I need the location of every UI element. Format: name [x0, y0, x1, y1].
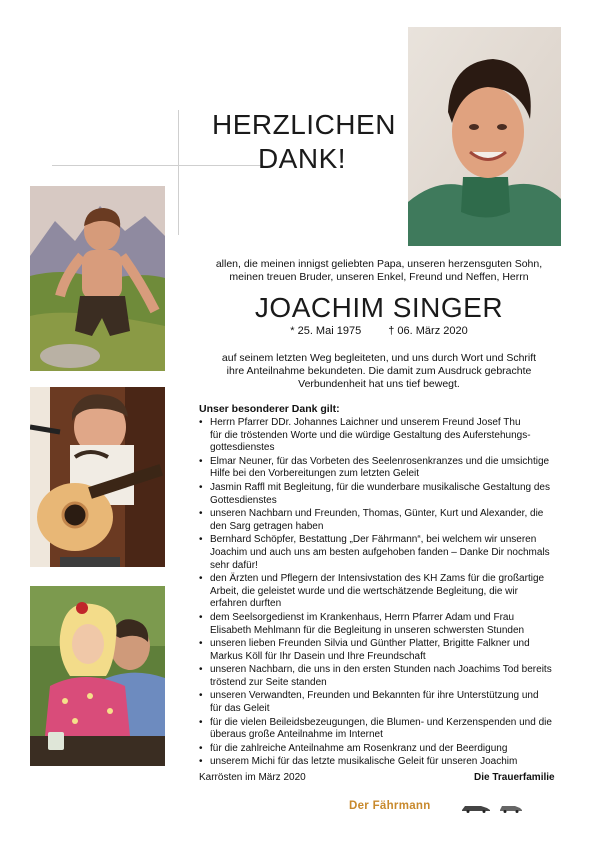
intro-line: meinen treuen Bruder, unseren Enkel, Freund und Neffen, Herrn [229, 271, 529, 283]
thanks-list-item [199, 743, 564, 756]
thanks-list-item-line: sehr dafür! [210, 559, 258, 571]
cross-vertical-line [178, 110, 179, 235]
thanks-list-item-line: • dem Seelsorgedienst im Krankenhaus, Herrn Pfarrer Adam und Frau [210, 611, 515, 623]
intro-line: allen, die meinen innigst geliebten Papa, unseren herzensguten Sohn, [215, 258, 543, 270]
thanks-list-item-line: • unseren lieben Freunden Silvia und Günther Platter, Brigitte Falkner und [210, 638, 530, 650]
couple-photo [30, 586, 165, 766]
title-line-1: HERZLICHEN [212, 109, 396, 140]
life-dates [194, 325, 564, 337]
deceased-name: JOACHIM SINGER [254, 292, 504, 323]
thanks-list-item [199, 664, 564, 689]
thanks-list-item-line: überaus große Anteilnahme im Internet [210, 729, 383, 741]
page-title [212, 108, 396, 176]
special-thanks-list [199, 417, 564, 770]
undertaker-logo [349, 800, 561, 820]
hearse-icon [499, 803, 523, 813]
thanks-list-item-line: • den Ärzten und Pflegern der Intensivstation des KH Zams für die großartige [210, 573, 545, 585]
thanks-list-item [199, 756, 564, 769]
thanks-list-item-line: Gottesdienstes [210, 494, 277, 506]
thanks-list-item-line: • unserem Michi für das letzte musikalische Geleit für unseren Joachim [210, 756, 518, 768]
intro-text [194, 258, 564, 284]
thanks-list-item-line: Hilfe bei den Vorbereitungen zum letzten Geleit [210, 468, 420, 480]
thanks-list-item-line: Joachim und auch uns am besten aufgehoben fanden – Danke Dir nochmals [210, 546, 550, 558]
thanks-list-item-line: • Herrn Pfarrer DDr. Johannes Laichner und unserem Freund Josef Thu [210, 417, 521, 428]
title-line-2: DANK! [257, 143, 347, 174]
place-and-date: Karrösten im März 2020 [199, 772, 306, 783]
birth-date: * 25. Mai 1975 [290, 325, 362, 337]
undertaker-name: Der Fährmann [349, 800, 431, 812]
thanks-list-item-line: für die tröstenden Worte und die würdige Gestaltung des Auferstehungs- [210, 429, 531, 441]
thanks-list-item-line: Elisabeth Mehlmann für die Begleitung in unseren schwersten Stunden [210, 624, 525, 636]
special-thanks-heading: Unser besonderer Dank gilt: [199, 403, 340, 415]
thanks-list-item [199, 534, 564, 572]
thanks-list-item-line: • Bernhard Schöpfer, Bestattung „Der Fährmann“, bei welchem wir unseren [210, 534, 537, 546]
hearse-icon [461, 803, 491, 813]
thanks-line: ihre Anteilnahme bekundeten. Die damit zum Ausdruck gebrachte [226, 365, 532, 377]
thanks-list-item-line: • unseren Verwandten, Freunden und Bekannten für ihre Unterstützung und [210, 690, 539, 702]
thanks-list-item [199, 638, 564, 663]
thanks-list-item-line: • unseren Nachbarn, die uns in den ersten Stunden nach Joachims Tod bereits [210, 664, 552, 676]
thanks-list-item [199, 456, 564, 481]
thanks-list-item-line: • Elmar Neuner, für das Vorbeten des Seelenrosenkranzes und die umsichtige [210, 455, 550, 467]
childhood-mountain-photo [30, 186, 165, 371]
thanks-list-item-line: für das Geleit [210, 703, 270, 715]
thanks-list-item-line: Arbeit, die geleistet wurde und die wertschätzende Begleitung, die wir [210, 585, 518, 597]
death-date: † 06. März 2020 [388, 325, 468, 337]
family-signature: Die Trauerfamilie [474, 772, 555, 783]
thanks-list-item [199, 690, 564, 715]
thanks-line: auf seinem letzten Weg begleiteten, und uns durch Wort und Schrift [221, 352, 537, 364]
thanks-list-item-line: • für die zahlreiche Anteilnahme am Rosenkranz und der Beerdigung [210, 742, 508, 754]
thanks-list-item [199, 508, 564, 533]
thanks-list-item-line: erfahren durften [210, 598, 282, 610]
thanks-list-item-line: gottesdienstes [210, 442, 275, 454]
portrait-photo [408, 27, 561, 246]
thanks-list-item [199, 417, 564, 455]
thanks-list-item-line: • unseren Nachbarn und Freunden, Thomas, Günter, Kurt und Alexander, die [210, 508, 544, 520]
thanks-list-item-line: den Sarg getragen haben [210, 520, 324, 532]
thanks-line: Verbundenheit hat uns tief bewegt. [298, 378, 460, 390]
thanks-list-item-line: tröstend zur Seite standen [210, 676, 327, 688]
thanks-list-item-line: • für die vielen Beileidsbezeugungen, die Blumen- und Kerzenspenden und die [210, 716, 552, 728]
thanks-list-item [199, 482, 564, 507]
thanks-text [194, 352, 564, 391]
childhood-guitar-photo [30, 387, 165, 567]
thanks-list-item [199, 573, 564, 611]
thanks-list-item [199, 717, 564, 742]
thanks-list-item-line: Markus Köll für Ihr Dasein und Ihre Freundschaft [210, 650, 426, 662]
thanks-list-item-line: • Jasmin Raffl mit Begleitung, für die wunderbare musikalische Gestaltung des [210, 481, 550, 493]
thanks-list-item [199, 612, 564, 637]
